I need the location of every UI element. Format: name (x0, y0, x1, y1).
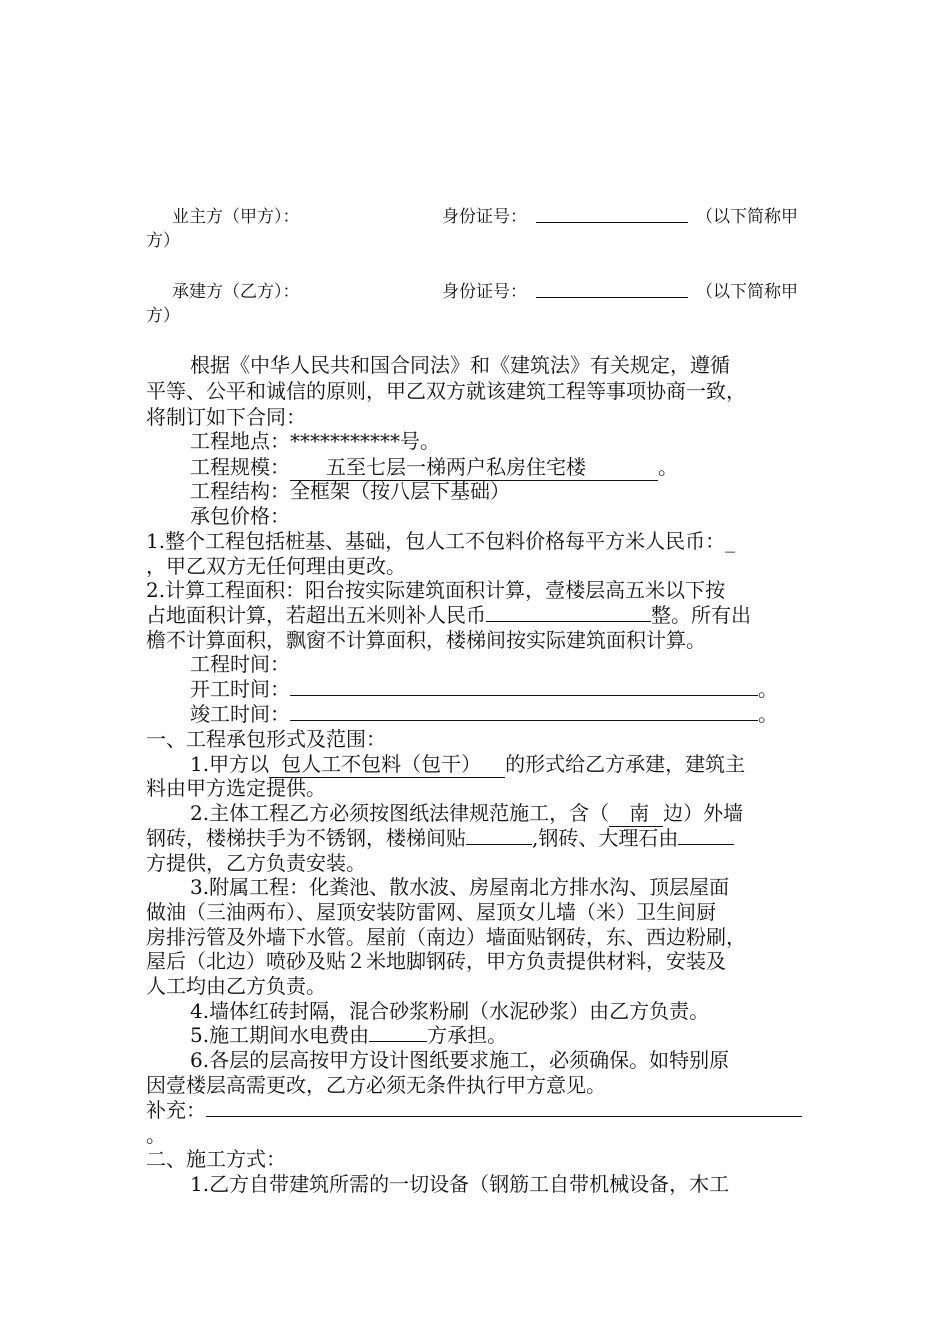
supplement-label: 补充： (146, 1098, 206, 1122)
price-item-2-line-2 (146, 602, 751, 628)
s1-i2-a: 2.主体工程乙方必须按图纸法律规范施工，含（ (190, 801, 610, 825)
scale-value: 五至七层一梯两户私房住宅楼 (290, 454, 658, 481)
s1-item-3-line-1: 3.附属工程：化粪池、散水波、房屋南北方排水沟、顶层屋面 (190, 875, 730, 899)
s1-item-3-line-2: 做油（三油两布）、屋顶安装防雷网、屋顶女儿墙（米）卫生间厨 (146, 900, 716, 924)
s1-item-3-line-5: 人工均由乙方负责。 (146, 974, 326, 998)
price-item-2-line-3: 檐不计算面积，飘窗不计算面积，楼梯间按实际建筑面积计算。 (146, 628, 706, 652)
s1-item-2-line-3: 方提供，乙方负责安装。 (146, 851, 366, 875)
start-time-row (190, 676, 778, 702)
s2-item-1: 1.乙方自带建筑所需的一切设备（钢筋工自带机械设备，木工 (190, 1172, 730, 1196)
owner-suffix-cont: 方） (146, 231, 180, 251)
structure-value: 全框架（按八层下基础） (290, 479, 510, 503)
end-time-period: 。 (758, 702, 778, 726)
surcharge-label: 占地面积计算，若超出五米则补人民币 (146, 603, 486, 627)
s1-item-3-line-4: 屋后（北边）喷砂及贴２米地脚钢砖，甲方负责提供材料，安装及 (146, 949, 726, 973)
s1-i1-c: 的形式给乙方承建，建筑主 (505, 752, 746, 776)
intro-line-3: 将制订如下合同： (146, 405, 306, 429)
contractor-suffix-cont: 方） (146, 306, 180, 326)
section-1-title: 一、工程承包形式及范围： (146, 727, 386, 751)
s1-i2-c: 边）外墙 (663, 801, 744, 825)
surcharge-end: 整。所有出 (651, 603, 751, 627)
project-scale (190, 454, 678, 481)
contractor-suffix: （以下简称甲 (696, 282, 798, 302)
s1-i1-b: 包人工不包料（包干） (269, 751, 505, 778)
supplier-blank[interactable] (678, 825, 734, 845)
scale-label: 工程规模： (190, 455, 290, 479)
s1-item-5 (190, 1022, 507, 1048)
surcharge-blank[interactable] (486, 602, 651, 622)
owner-id-label: 身份证号： (442, 207, 527, 227)
owner-suffix: （以下简称甲 (696, 207, 798, 227)
s1-item-6-line-2: 因壹楼层高需更改，乙方必须无条件执行甲方意见。 (146, 1073, 606, 1097)
section-2-title: 二、施工方式： (146, 1147, 286, 1171)
end-time-blank[interactable] (290, 701, 758, 721)
s1-item-2-line-2 (146, 825, 734, 851)
start-time-period: 。 (758, 677, 778, 701)
contractor-id-blank[interactable] (536, 297, 688, 298)
contractor-id-label: 身份证号： (442, 282, 527, 302)
price-label: 承包价格： (190, 504, 290, 528)
s1-item-4: 4.墙体红砖封隔，混合砂浆粉刷（水泥砂浆）由乙方负责。 (190, 999, 710, 1023)
project-structure (190, 478, 510, 504)
s1-i2-line2a: 钢砖，楼梯扶手为不锈钢，楼梯间贴 (146, 826, 466, 850)
schedule-label: 工程时间： (190, 652, 290, 676)
location-value: ***********号。 (290, 429, 440, 453)
s1-i2-b: 南 (609, 800, 663, 827)
supplement-end: 。 (146, 1123, 166, 1147)
price-item-1-line-1: 1.整个工程包括桩基、基础，包人工不包料价格每平方米人民币：_ (146, 529, 736, 553)
stair-tile-blank[interactable] (466, 825, 532, 845)
s1-item-3-line-3: 房排污管及外墙下水管。屋前（南边）墙面贴钢砖，东、西边粉刷， (146, 925, 746, 949)
start-time-blank[interactable] (290, 676, 758, 696)
s1-item-6-line-1: 6.各层的层高按甲方设计图纸要求施工，必须确保。如特别原 (190, 1048, 730, 1072)
price-item-2-line-1: 2.计算工程面积：阳台按实际建筑面积计算，壹楼层高五米以下按 (146, 578, 726, 602)
s1-i2-line2b: ,钢砖、大理石由 (532, 826, 679, 850)
s1-i5-a: 5.施工期间水电费由 (190, 1023, 370, 1047)
structure-label: 工程结构： (190, 479, 290, 503)
end-time-label: 竣工时间： (190, 702, 290, 726)
location-label: 工程地点： (190, 429, 290, 453)
start-time-label: 开工时间： (190, 677, 290, 701)
s1-item-2-line-1 (190, 800, 743, 827)
contractor-label: 承建方（乙方）： (172, 282, 300, 302)
price-item-1-line-2: ，甲乙双方无任何理由更改。 (146, 554, 406, 578)
supplement-blank[interactable] (206, 1097, 802, 1117)
scale-end: 。 (658, 455, 678, 479)
owner-id-blank[interactable] (536, 222, 688, 223)
end-time-row (190, 701, 778, 727)
project-location (190, 428, 440, 454)
s1-item-1-line-1 (190, 751, 745, 778)
s1-i5-b: 方承担。 (427, 1023, 508, 1047)
owner-label: 业主方（甲方）： (172, 207, 300, 227)
intro-line-2: 平等、公平和诚信的原则，甲乙双方就该建筑工程等事项协商一致， (146, 379, 746, 403)
s1-item-1-line-2: 料由甲方选定提供。 (146, 776, 326, 800)
s1-i1-a: 1.甲方以 (190, 752, 270, 776)
utility-payer-blank[interactable] (369, 1022, 427, 1042)
intro-line-1: 根据《中华人民共和国合同法》和《建筑法》有关规定，遵循 (190, 353, 730, 377)
supplement-row (146, 1097, 802, 1123)
